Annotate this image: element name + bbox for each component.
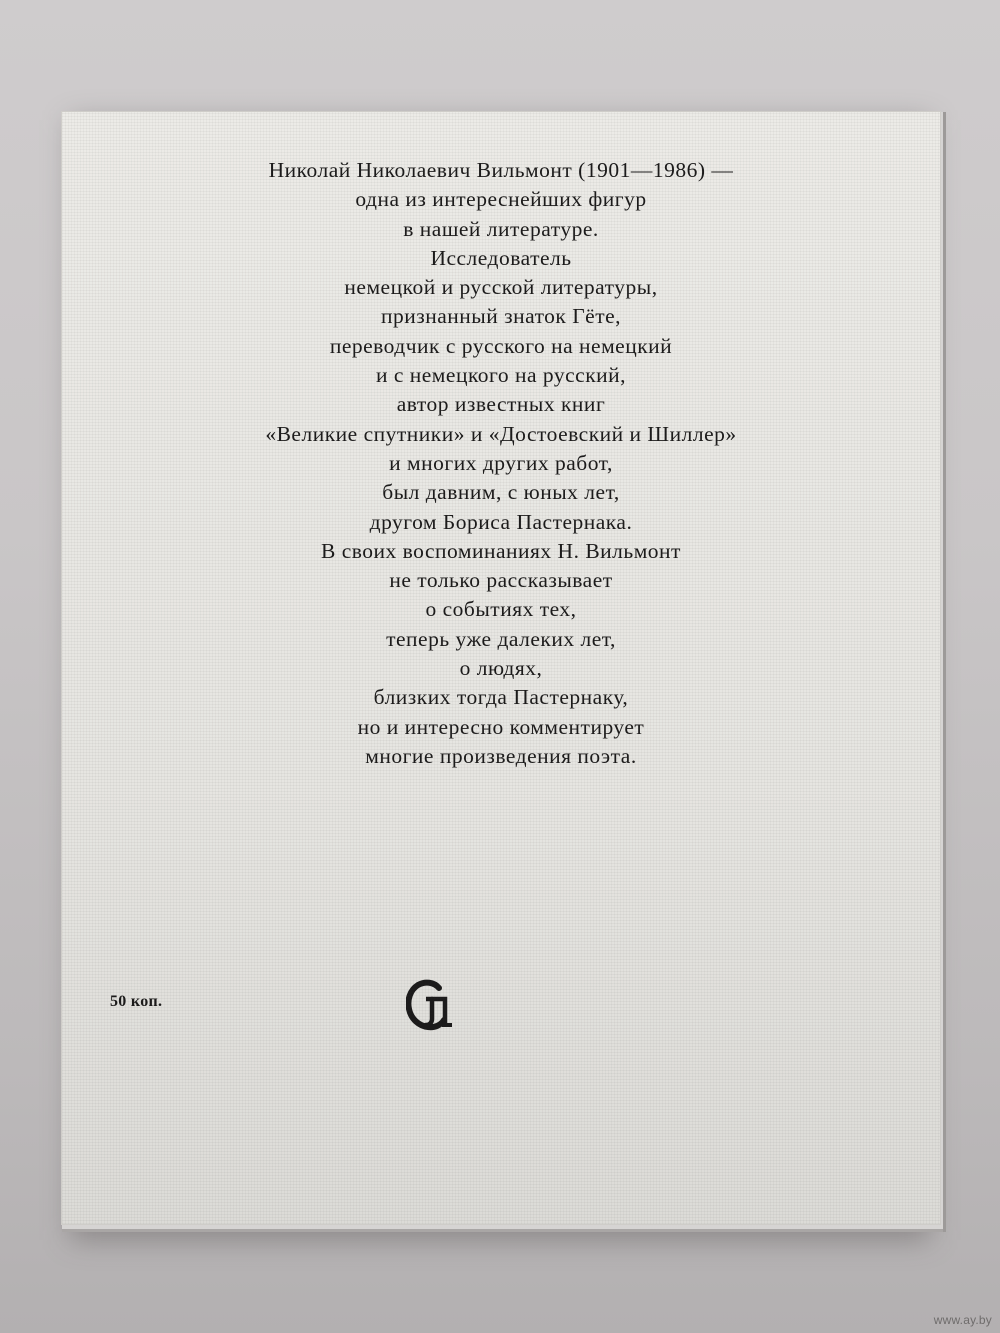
book-back-cover (62, 112, 940, 1224)
blurb-line: немецкой и русской литературы, (344, 275, 658, 300)
blurb-line: о событиях тех, (425, 597, 577, 622)
blurb-line: переводчик с русского на немецкий (329, 333, 673, 358)
site-watermark: www.ay.by (933, 1313, 992, 1327)
blurb-line: не только рассказывает (389, 568, 613, 593)
blurb-line: и с немецкого на русский, (375, 363, 627, 388)
publisher-logo-icon (406, 979, 456, 1033)
blurb-line: в нашей литературе. (403, 216, 599, 241)
blurb-line: близких тогда Пастернаку, (373, 685, 629, 710)
blurb-line: автор известных книг (396, 392, 606, 417)
blurb-line: одна из интереснейших фигур (355, 187, 647, 212)
cover-blurb (62, 156, 940, 771)
blurb-line: Николай Николаевич Вильмонт (1901—1986) — (268, 158, 734, 182)
blurb-line: теперь уже далеких лет, (386, 626, 616, 651)
blurb-line: о людях, (459, 656, 543, 681)
blurb-line: и многих других работ, (389, 450, 613, 475)
blurb-line: но и интересно комментирует (357, 714, 645, 739)
blurb-line: другом Бориса Пастернака. (369, 509, 633, 534)
blurb-line: был давним, с юных лет, (382, 480, 620, 505)
blurb-line: В своих воспоминаниях Н. Вильмонт (321, 538, 681, 563)
blurb-line: признанный знаток Гёте, (380, 304, 622, 329)
blurb-line: «Великие спутники» и «Достоевский и Шиллер» (265, 421, 737, 446)
blurb-line: многие произведения поэта. (365, 743, 637, 768)
blurb-line: Исследователь (430, 245, 572, 270)
price-label: 50 коп. (110, 993, 163, 1010)
